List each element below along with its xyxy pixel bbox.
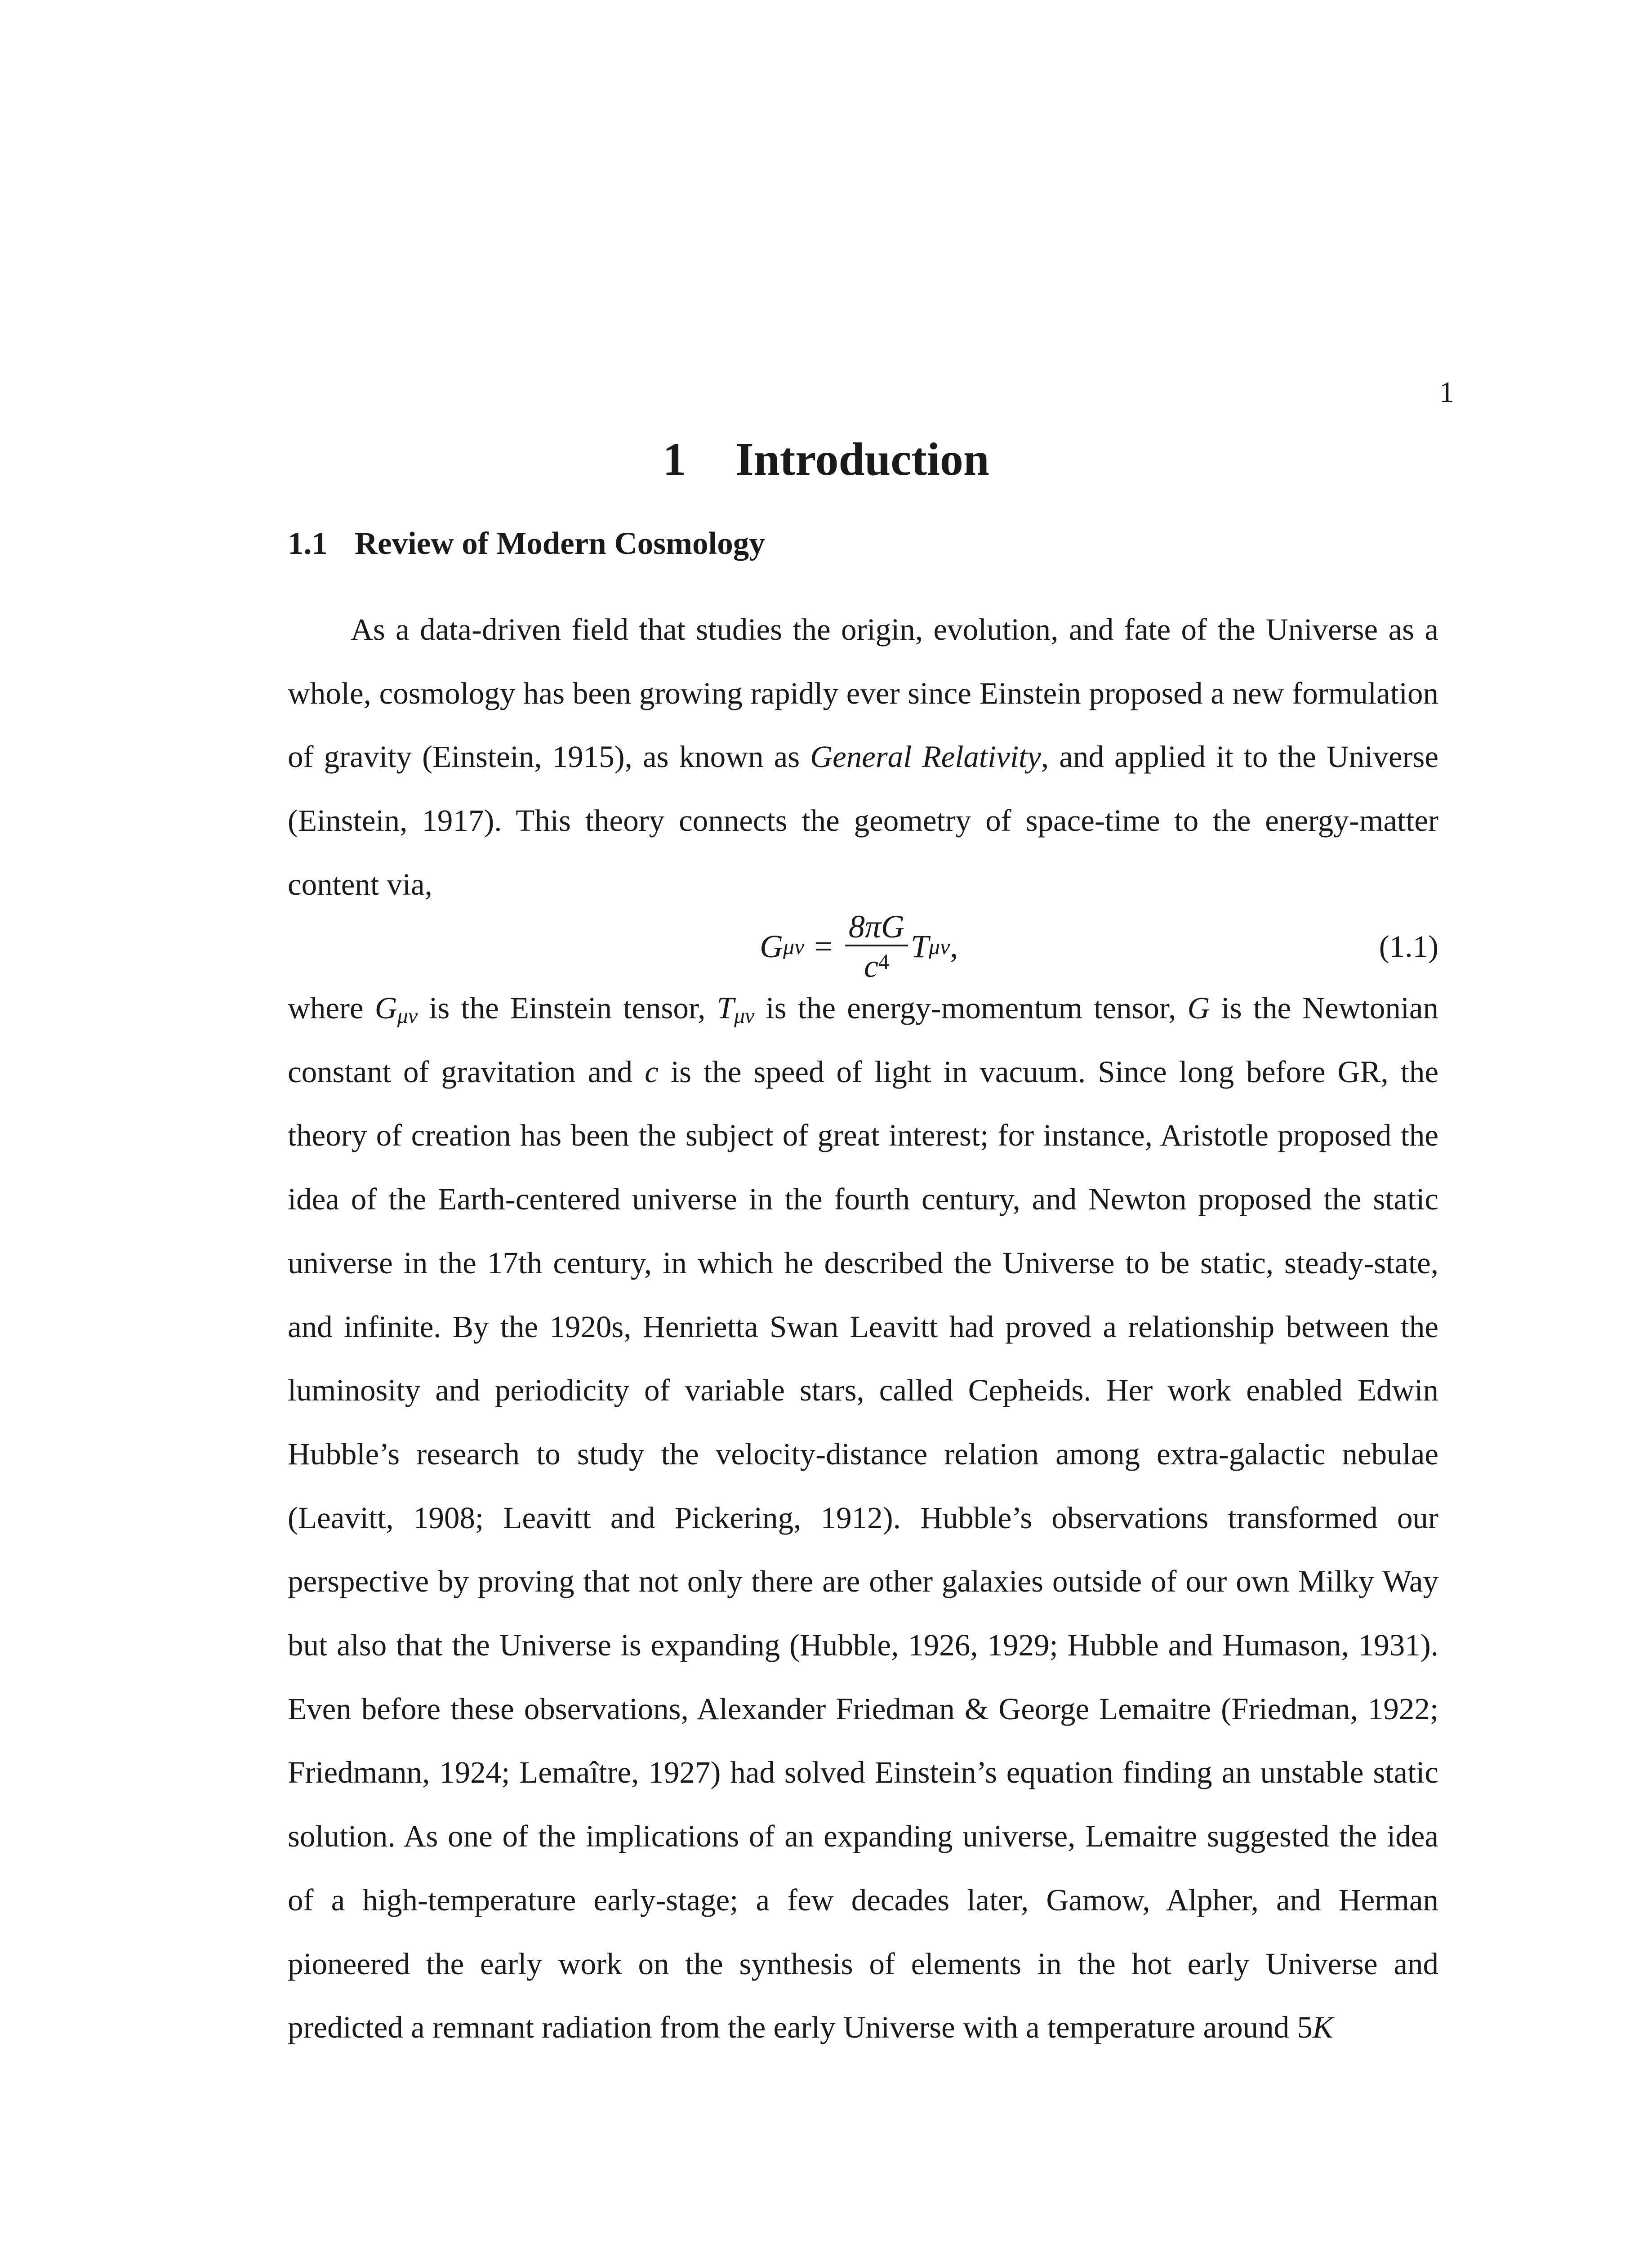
equation-lhs-subscript: μν bbox=[783, 934, 805, 959]
section-number: 1.1 bbox=[288, 526, 328, 561]
chapter-title bbox=[0, 434, 1652, 485]
symbol-kelvin: K bbox=[1312, 2010, 1333, 2045]
paragraph-text: is the Newtonian constant of gravitation and bbox=[288, 991, 1439, 1089]
paragraph-intro-text-2: , and applied it to the Universe (Einstein, 1917). This theory connects the geometry of space-time to the energy-matter content via, bbox=[288, 740, 1439, 901]
equation-lhs: G bbox=[760, 928, 783, 964]
paragraph-text: is the speed of light in vacuum. Since long before GR, the theory of creation has been the subject of great interest; for instance, Aristotle proposed the idea of the Earth-centered universe in the fourth century, and Newton proposed the static universe in the 17th century, in which he described the Universe to be static, steady-state, and infinite. By the 1920s, Henrietta Swan Leavitt had proved a relationship between the luminosity and periodicity of variable stars, called Cepheids. Her work enabled Edwin Hubble’s research to study the velocity-distance relation among extra-galactic nebulae (Leavitt, 1908; Leavitt and Pickering, 1912). Hubble’s observations transformed our perspective by proving that not only there are other galaxies outside of our own Milky Way but also that the Universe is expanding (Hubble, 1926, 1929; Hubble and Humason, 1931). Even before these observations, Alexander Friedman & George Lemaitre (Friedman, 1922; Friedmann, 1924; Lemaître, 1927) had solved Einstein’s equation finding an unstable static solution. As one of the implications of an expanding universe, Lemaitre suggested the idea of a high-temperature early-stage; a few decades later, Gamow, Alpher, and Herman pioneered the early work on the synthesis of elements in the hot early Universe and predicted a remnant radiation from the early Universe with a temperature around 5 bbox=[288, 1054, 1438, 2045]
general-relativity-term: General Relativity bbox=[810, 740, 1041, 774]
equation-comma: , bbox=[950, 928, 958, 964]
paragraph-intro bbox=[288, 598, 1438, 917]
paragraph-text: is the energy-momentum tensor, bbox=[754, 991, 1188, 1025]
paragraph-text: is the Einstein tensor, bbox=[418, 991, 717, 1025]
equals-sign: = bbox=[814, 928, 833, 964]
equation-rhs: T bbox=[910, 928, 929, 964]
fraction-denominator: $c^4$ bbox=[864, 948, 889, 984]
equation-rhs-subscript: μν bbox=[929, 934, 950, 959]
paragraph-intro-text-1: As a data-driven field that studies the origin, evolution, and fate of the Universe as a whole, cosmology has been growing rapidly ever since Einstein proposed a new formulation of gravity (Einstein, 1915), as known as bbox=[288, 612, 1438, 774]
section-title-text: Review of Modern Cosmology bbox=[354, 526, 765, 561]
fraction-numerator: 8πG bbox=[845, 910, 908, 946]
symbol-subscript: μν bbox=[734, 1004, 755, 1028]
symbol-subscript: μν bbox=[397, 1004, 418, 1028]
symbol-speed-of-light: c bbox=[645, 1054, 659, 1089]
equation-fraction bbox=[845, 910, 908, 982]
fraction-denominator-exponent: 4 bbox=[878, 950, 889, 974]
paragraph-history bbox=[288, 977, 1438, 2060]
page-number: 1 bbox=[1439, 376, 1454, 409]
symbol-t-tensor: T bbox=[717, 991, 734, 1025]
section-title bbox=[288, 526, 765, 561]
paragraph-text: where bbox=[288, 991, 375, 1025]
equation-number: (1.1) bbox=[1379, 929, 1438, 963]
symbol-gravitational-constant: G bbox=[1187, 991, 1210, 1025]
chapter-number: 1 bbox=[663, 433, 686, 485]
symbol-g-tensor: G bbox=[374, 991, 397, 1025]
chapter-title-text: Introduction bbox=[735, 433, 989, 485]
